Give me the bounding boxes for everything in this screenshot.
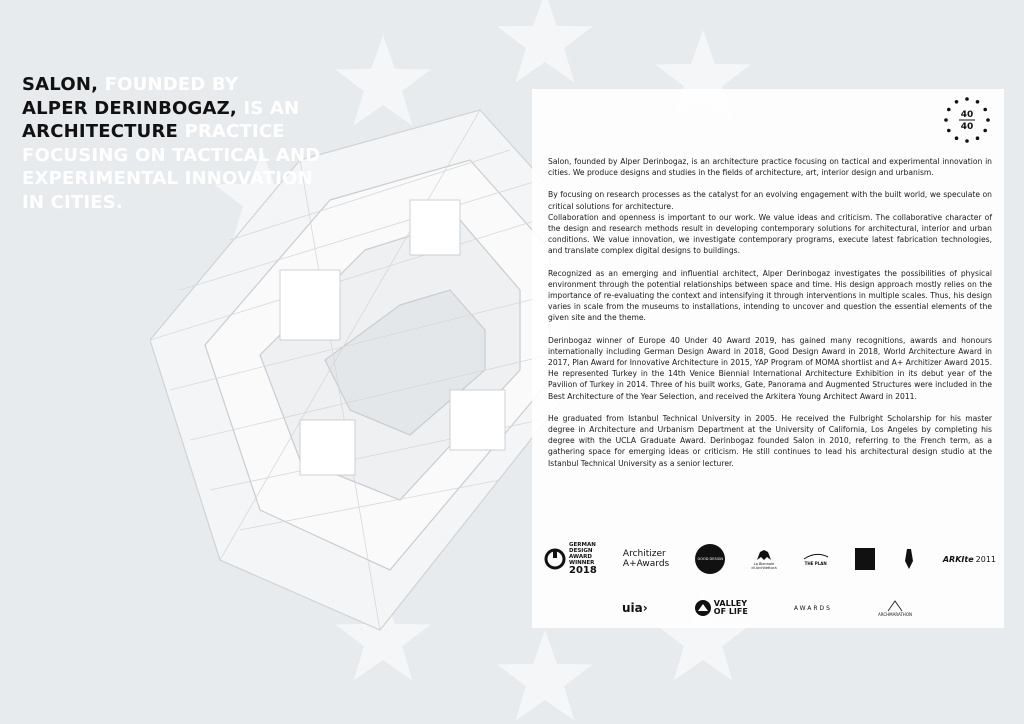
paragraph-awards: Derinbogaz winner of Europe 40 Under 40 Award 2019, has gained many recognitions, awards and honours internationally including German Design Award in 2018, Good Design Award in 2018, World Architecture Award in 2017, Plan Award for Innovative Architecture in 2015, YAP Program of MOMA shortlist and A+ Architizer Award 2015. He represented Turkey in the 14th Venice Biennial International Architecture Exhibition in its debut year of the Pavilion of Turkey in 2014. Three of his built works, Gate, Panorama and Augmented Structures were included in the Best Architecture of the Year Selection, and received the Arkitera Young Architect Award in 2011. [548, 335, 992, 401]
headline-dark-1: SALON, [22, 74, 99, 95]
yap-moma-logo [901, 547, 917, 571]
award-logos-row-1 [544, 539, 996, 579]
world-architecture-logo [855, 548, 875, 570]
uia-logo: uia › [622, 601, 648, 615]
paragraph-recognition: Recognized as an emerging and influential architect, Alper Derinbogaz investigates the possibilities of physical environment through the potential relationships between space and time. His design approach mostly relies on the importance of re-evaluating the context and intensifying it through interventions in multiple scales. Thus, his design varies in scale from the museums to installations, intending to uncover and question the essential elements of the given site and the theme. [548, 268, 992, 323]
lion-icon [755, 548, 773, 562]
paragraph-research: By focusing on research processes as the catalyst for an evolving engagement with the built world, we speculate on critical solutions for architecture. [548, 190, 992, 211]
biennale-logo: La Biennale di Architettura [751, 548, 776, 570]
biography-text [548, 156, 992, 480]
text-panel [532, 89, 1004, 628]
german-design-award-logo: GERMAN DESIGN AWARD WINNER 2018 [544, 542, 597, 576]
good-design-logo: GOOD DESIGN [695, 544, 725, 574]
arkitera-logo: ARKIte 2011 [942, 554, 996, 564]
awards-logo: AWARDS [793, 604, 832, 612]
headline-dark-2: ALPER DERINBOGAZ, [22, 97, 237, 119]
german-design-award-icon [544, 548, 566, 570]
europe-40-under-40-badge [942, 95, 992, 145]
figure-icon [901, 547, 917, 571]
award-logos-row-2 [622, 593, 912, 623]
plan-swoosh-icon [803, 553, 829, 561]
headline-light-6: IN CITIES. [22, 191, 124, 213]
headline-light-2: IS AN [243, 97, 300, 119]
paragraph-education: He graduated from Istanbul Technical University in 2005. He received the Fulbright Scholarship for his master degree in Architecture and Urbanism Department at the University of California, Los Angeles by completing his degree with the UCLA Graduate Award. Derinbogaz founded Salon in 2010, referring to the French term, as a gathering space for emerging ideas or criticism. He still continues to lead his architectural design studio at the Istanbul Technical University as a senior lecturer. [548, 413, 992, 468]
valley-icon [694, 599, 712, 617]
headline [22, 73, 352, 214]
headline-light-1: FOUNDED BY [104, 74, 239, 95]
arch-icon [886, 600, 904, 612]
headline-dark-3: ARCHITECTURE [22, 121, 178, 142]
the-plan-logo: THE PLAN [803, 553, 829, 566]
architizer-logo: Architizer A+Awards [622, 549, 670, 569]
badge-top-number: 40 [960, 110, 974, 120]
paragraph-collaboration: Collaboration and openness is important to our work. We value ideas and criticism. The collaborative character of the design and research methods result in developing contemporary solutions for architectural, interior and urban conditions. We value innovation, we investigate contemporary programs, execute latest fabrication technologies, and translate complex digital designs to buildings. [548, 212, 992, 256]
headline-light-4: FOCUSING ON TACTICAL AND [22, 144, 321, 166]
paragraph-intro: Salon, founded by Alper Derinbogaz, is an architecture practice focusing on tactical and experimental innovation in cities. We produce designs and studies in the fields of architecture, art, interior design and urbanism. [548, 157, 992, 178]
headline-light-5: EXPERIMENTAL INNOVATION [22, 168, 313, 189]
badge-bottom-number: 40 [960, 122, 974, 132]
valley-of-life-logo: VALLEY OF LIFE [694, 599, 748, 617]
headline-light-3: PRACTICE [184, 121, 285, 142]
archmarathon-logo: ARCHMARATHON [878, 600, 912, 617]
